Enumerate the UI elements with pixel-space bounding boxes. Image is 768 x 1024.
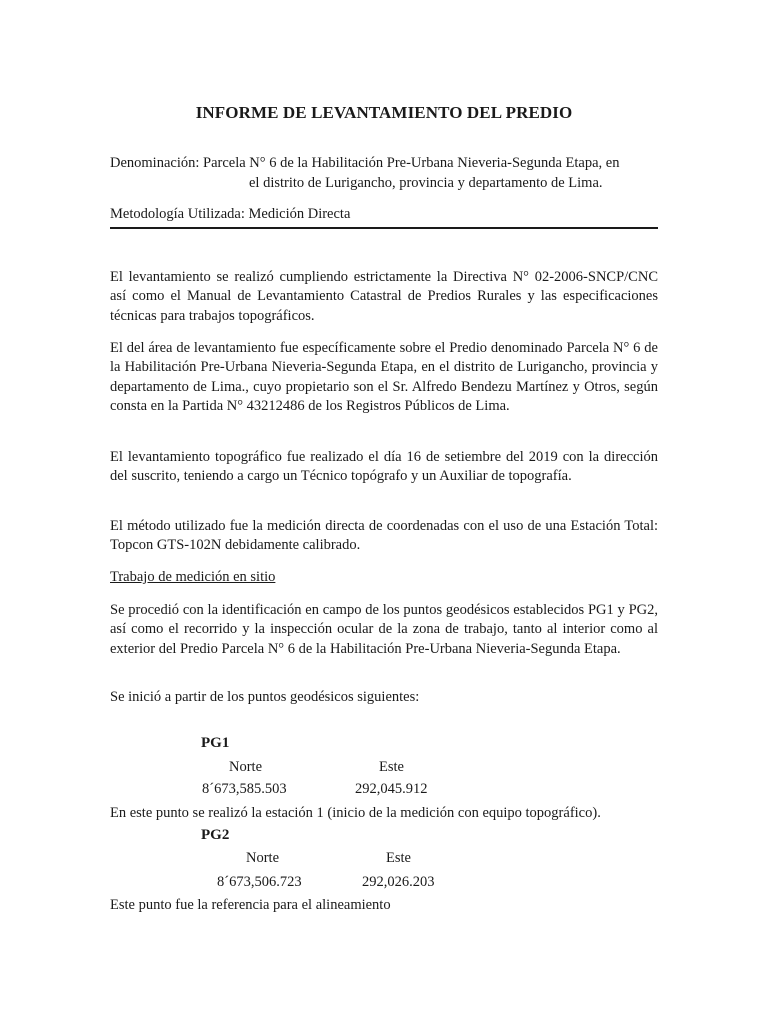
paragraph-2: El del área de levantamiento fue específicamente sobre el Predio denominado Parcela N° 6 de la Habilitación Pre-Urbana Nieveria-Segunda Etapa, en el distrito de Lurigancho, provincia y departamento de Lima., cuyo propietario son el Sr. Alfredo Bendezu Martínez y Otros, según consta en la Partida N° 43212486 de los Registros Públicos de Lima. <box>110 340 658 415</box>
paragraph-3: El levantamiento topográfico fue realizado el día 16 de setiembre del 2019 con la dirección del suscrito, teniendo a cargo un Técnico topógrafo y un Auxiliar de topografía. <box>110 449 658 485</box>
paragraph-4: El método utilizado fue la medición directa de coordenadas con el uso de una Estación Total: Topcon GTS-102N debidamente calibrado. <box>110 518 658 554</box>
section-heading: Trabajo de medición en sitio <box>110 569 276 585</box>
point-label-pg2: PG2 <box>201 827 230 843</box>
pg1-norte-label: Norte <box>229 759 263 775</box>
denominacion-line-2: el distrito de Lurigancho, provincia y departamento de Lima. <box>249 175 603 191</box>
point-label-pg1: PG1 <box>201 735 230 751</box>
pg2-norte-label: Norte <box>246 850 280 866</box>
denominacion <box>110 153 658 193</box>
section-paragraph-1: Se procedió con la identificación en campo de los puntos geodésicos establecidos PG1 y PG2, así como el recorrido y la inspección ocular de la zona de trabajo, tanto al interior como al exterior del Predio Parcela N° 6 de la Habilitación Pre-Urbana Nieveria-Segunda Etapa. <box>110 602 658 657</box>
paragraph-1: El levantamiento se realizó cumpliendo estrictamente la Directiva N° 02-2006-SNCP/CNC así como el Manual de Levantamiento Catastral de Predios Rurales y las especificaciones técnicas para trabajos topográficos. <box>110 269 658 324</box>
document-title: INFORME DE LEVANTAMIENTO DEL PREDIO <box>195 103 573 122</box>
pg1-note: En este punto se realizó la estación 1 (inicio de la medición con equipo topográfico). <box>110 805 601 821</box>
pg1-norte-value: 8´673,585.503 <box>202 781 287 797</box>
section-paragraph-2: Se inició a partir de los puntos geodésicos siguientes: <box>110 689 420 705</box>
pg2-este-value: 292,026.203 <box>362 874 435 890</box>
pg1-este-label: Este <box>379 759 404 775</box>
denominacion-line-1: Denominación: Parcela N° 6 de la Habilitación Pre-Urbana Nieveria-Segunda Etapa, en <box>110 155 620 171</box>
pg2-norte-value: 8´673,506.723 <box>217 874 302 890</box>
pg1-este-value: 292,045.912 <box>355 781 428 797</box>
pg2-este-label: Este <box>386 850 411 866</box>
metodologia: Metodología Utilizada: Medición Directa <box>110 204 658 229</box>
pg2-note: Este punto fue la referencia para el alineamiento <box>110 897 391 913</box>
